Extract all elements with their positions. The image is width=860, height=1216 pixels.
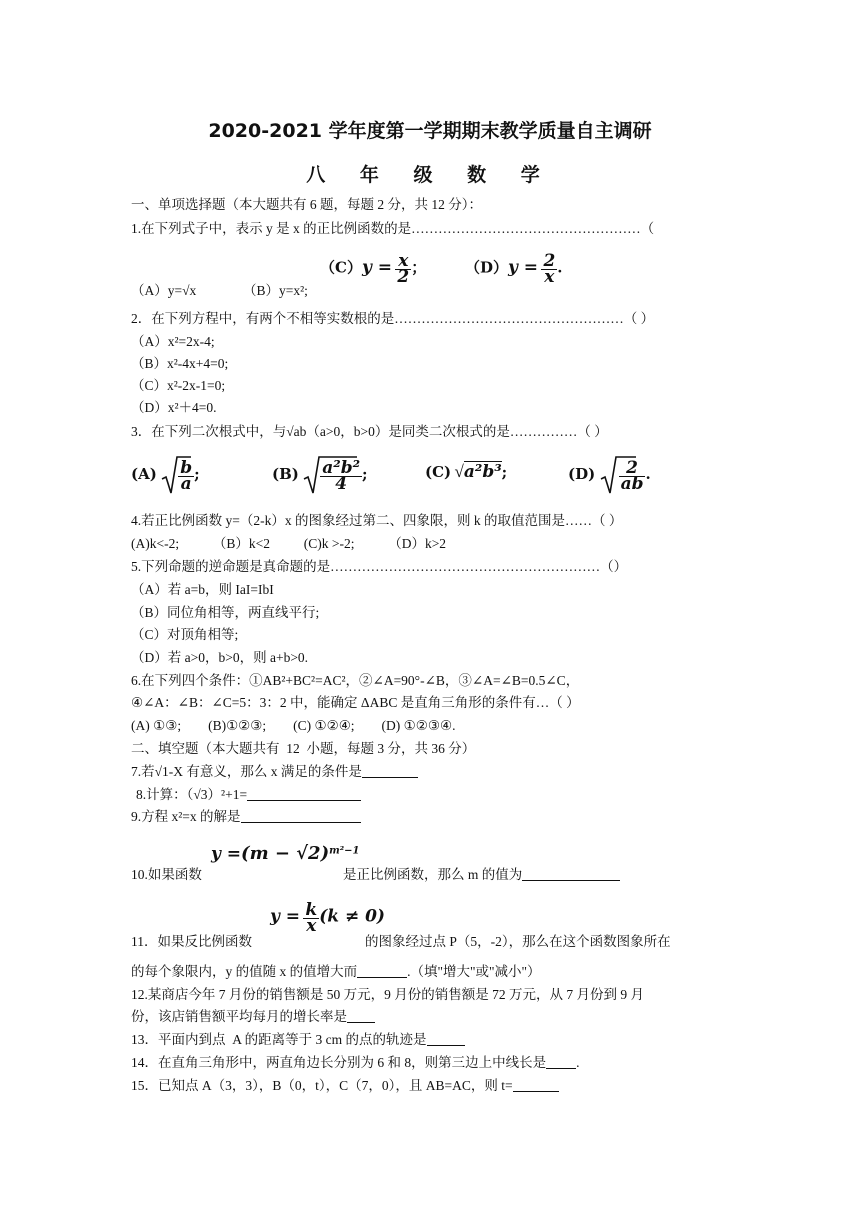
q11-pre: 11．如果反比例函数 [131, 934, 252, 949]
q11-line2: 的每个象限内，y 的值随 x 的值增大而 .（填"增大"或"减小"） [131, 964, 541, 979]
q5-option-c: （C）对顶角相等; [131, 627, 239, 642]
q14: 14．在直角三角形中，两直角边长分别为 6 和 8，则第三边上中线长是 . [131, 1055, 580, 1070]
answer-blank[interactable] [362, 763, 418, 778]
q2-option-c: （C）x²-2x-1=0; [131, 378, 226, 393]
q4-stem: 4.若正比例函数 y=（2-k）x 的图象经过第二、四象限，则 k 的取值范围是……（ ） [131, 513, 623, 528]
answer-blank[interactable] [427, 1031, 465, 1046]
q2-option-d: （D）x²＋4=0. [131, 400, 217, 415]
section1-header: 一、单项选择题（本大题共有 6 题，每题 2 分，共 12 分）： [131, 197, 482, 212]
q12-line1: 12.某商店今年 7 月份的销售额是 50 万元，9 月份的销售额是 72 万元，从 7 月份到 9 月 [131, 987, 644, 1002]
q5-option-b: （B）同位角相等，两直线平行; [131, 605, 320, 620]
q10-post: 是正比例函数，那么 m 的值为 [343, 866, 620, 884]
q2-option-b: （B）x²-4x+4=0; [131, 356, 229, 371]
section2-header: 二、填空题（本大题共有 12 小题，每题 3 分，共 36 分） [131, 741, 476, 756]
q11-formula: y = $\frac{k}{x}$ (k ≠ 0) [270, 900, 385, 936]
answer-blank[interactable] [241, 808, 361, 823]
q6-line2: ④∠A：∠B：∠C=5：3：2 中，能确定 ΔABC 是直角三角形的条件有…（ ） [131, 695, 580, 710]
q15: 15．已知点 A（3，3），B（0，t），C（7，0），且 AB=AC，则 t= [131, 1077, 559, 1095]
exam-title: 2020-2021 学年度第一学期期末教学质量自主调研 [208, 120, 652, 142]
q1-option-b: （B）y=x²; [243, 283, 308, 298]
q3-option-d: (D) $\frac{2}{ab}$ . [568, 455, 651, 497]
q3-option-b: (B) $\frac{\text{a²b²}}{4}$ ; [272, 455, 368, 497]
answer-blank[interactable] [522, 866, 620, 881]
q3-stem: 3．在下列二次根式中，与√ab（a>0，b>0）是同类二次根式的是……………（ ） [131, 424, 608, 439]
q10-formula: $y =(m - √2)^{m^2-1}$ [211, 843, 360, 864]
q2-option-a: （A）x²=2x-4; [131, 334, 215, 349]
q12-line2: 份，该店销售额平均每月的增长率是 [131, 1008, 375, 1026]
q11-post: 的图象经过点 P（5，-2），那么在这个函数图象所在 [365, 934, 671, 949]
q8: 8.计算：（√3）²+1= [136, 786, 361, 804]
q6-options: (A) ①③; (B)①②③; (C) ①②④; (D) ①②③④. [131, 718, 456, 733]
q5-option-d: （D）若 a>0，b>0，则 a+b>0. [131, 650, 309, 665]
q4-options: (A)k<-2; （B）k<2 (C)k >-2; （D）k>2 [131, 536, 447, 551]
answer-blank[interactable] [546, 1054, 576, 1069]
q1-stem: 1.在下列式子中，表示 y 是 x 的正比例函数的是……………………………………………（ [131, 221, 655, 236]
answer-blank[interactable] [357, 963, 407, 978]
q3-option-a: (A) $\frac{b}{a}$ ; [131, 455, 200, 497]
q5-option-a: （A）若 a=b，则 IaI=IbI [131, 582, 274, 597]
q13: 13．平面内到点 A 的距离等于 3 cm 的点的轨迹是 [131, 1031, 465, 1049]
answer-blank[interactable] [513, 1077, 559, 1092]
q5-stem: 5.下列命题的逆命题是真命题的是……………………………………………………（） [131, 559, 628, 574]
q10-pre: 10.如果函数 [131, 867, 202, 882]
subject-title: 八 年 级 数 学 [306, 164, 554, 186]
q9: 9.方程 x²=x 的解是 [131, 808, 361, 826]
q6-line1: 6.在下列四个条件：①AB²+BC²=AC²，②∠A=90°-∠B，③∠A=∠B=0.5∠C， [131, 673, 580, 688]
q3-option-c: (C) √a²b³; [425, 462, 508, 482]
q1-option-d: （D）y = $\frac{2}{x}$ . [465, 251, 563, 287]
q2-stem: 2．在下列方程中，有两个不相等实数根的是……………………………………………（ ） [131, 311, 655, 326]
q1-option-a: （A）y=√x [131, 283, 197, 298]
q1-option-c: （C）y = $\frac{x}{2}$ ； [320, 251, 427, 287]
answer-blank[interactable] [247, 786, 361, 801]
q7: 7.若√1-X 有意义，那么 x 满足的条件是 [131, 763, 418, 781]
answer-blank[interactable] [347, 1008, 375, 1023]
